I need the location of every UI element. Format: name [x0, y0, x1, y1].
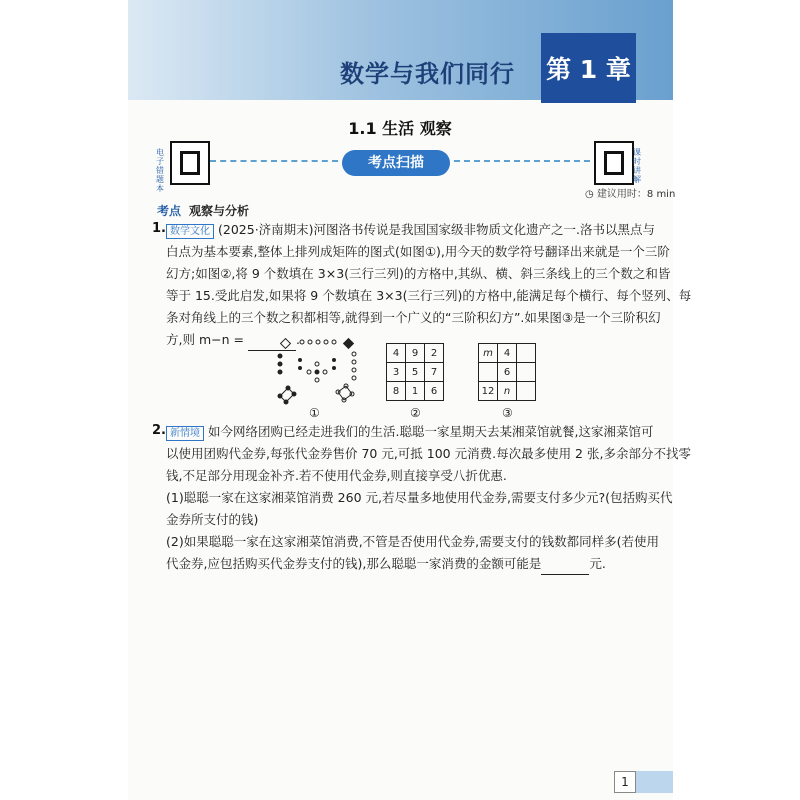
question-1-line: 白点为基本要素,整体上排列成矩阵的图式(如图①),用今天的数学符号翻译出来就是一个三阶 [166, 244, 670, 259]
page-number-bar [636, 771, 673, 793]
question-1-body [166, 219, 692, 351]
right-qr-label: 课时讲解 [633, 148, 641, 184]
grid-cell: 4 [498, 344, 517, 363]
suggested-time: ◷ 建议用时：8 min [585, 189, 676, 200]
grid-cell: 3 [387, 363, 406, 382]
product-magic-square-grid [478, 343, 536, 401]
chapter-number-badge: 第 1 章 [541, 33, 636, 103]
grid-cell [517, 344, 536, 363]
divider-left [210, 160, 338, 162]
grid-cell [517, 363, 536, 382]
grid-cell: 4 [387, 344, 406, 363]
question-1-number: 1. [152, 221, 166, 236]
luoshu-figure [272, 334, 362, 410]
figure-1-label: ① [309, 406, 320, 420]
question-2-body [166, 421, 691, 575]
grid-cell: 5 [406, 363, 425, 382]
divider-right [454, 160, 590, 162]
error-book-qr-icon[interactable] [170, 141, 210, 185]
figure-2-label: ② [410, 406, 421, 420]
answer-blank-2[interactable] [541, 560, 589, 575]
topic-label: 考点 [157, 204, 182, 218]
grid-cell: 1 [406, 382, 425, 401]
section-title: 1.1 生活 观察 [348, 119, 452, 138]
section-tag: 考点扫描 [342, 150, 450, 176]
question-2-line: 代金券,应包括购买代金券支付的钱),那么聪聪一家消费的金额可能是 [166, 556, 542, 571]
question-1-period: . [295, 332, 300, 347]
grid-cell: 7 [425, 363, 444, 382]
grid-cell: 6 [425, 382, 444, 401]
question-1-line: 条对角线上的三个数之积都相等,就得到一个广义的“三阶积幻方”.如果图③是一个三阶积幻 [166, 310, 661, 325]
question-1-line: 方,则 m−n = [166, 332, 244, 347]
question-2-line: 以使用团购代金券,每张代金券售价 70 元,可抵 100 元消费.每次最多使用 2 张,多余部分不找零 [166, 446, 691, 461]
figure-3-label: ③ [502, 406, 513, 420]
grid-cell: 12 [479, 382, 498, 401]
topic-name: 观察与分析 [189, 204, 250, 218]
grid-cell: 2 [425, 344, 444, 363]
grid-cell: 8 [387, 382, 406, 401]
question-2-line: 如今网络团购已经走进我们的生活.聪聪一家星期天去某湘菜馆就餐,这家湘菜馆可 [208, 424, 654, 439]
question-2-line: (1)聪聪一家在这家湘菜馆消费 260 元,若尽量多地使用代金券,需要支付多少元?(包括购买代 [166, 490, 673, 505]
question-2-line: (2)如果聪聪一家在这家湘菜馆消费,不管是否使用代金券,需要支付的钱数都同样多(若使用 [166, 534, 660, 549]
topic-heading [157, 202, 249, 219]
grid-cell: 9 [406, 344, 425, 363]
grid-cell [479, 363, 498, 382]
question-2-unit: 元. [589, 556, 606, 571]
new-context-tag: 新情境 [166, 426, 204, 441]
question-2-number: 2. [152, 423, 166, 438]
grid-cell: n [498, 382, 517, 401]
chapter-title: 数学与我们同行 [340, 60, 515, 88]
culture-tag: 数学文化 [166, 224, 214, 239]
question-2-line: 钱,不足部分用现金补齐.若不使用代金券,则直接享受八折优惠. [166, 468, 507, 483]
lesson-video-qr-icon[interactable] [594, 141, 634, 185]
grid-cell [517, 382, 536, 401]
question-2-line: 金券所支付的钱) [166, 512, 259, 527]
page-number: 1 [614, 771, 636, 793]
magic-square-grid [386, 343, 444, 401]
left-qr-label: 电子错题本 [156, 148, 164, 193]
question-1-line: 等于 15.受此启发,如果将 9 个数填在 3×3(三行三列)的方格中,能满足每个横行、每个竖列、每 [166, 288, 692, 303]
question-1-line: 幻方;如图②,将 9 个数填在 3×3(三行三列)的方格中,其纵、横、斜三条线上的三个数之和皆 [166, 266, 671, 281]
grid-cell: 6 [498, 363, 517, 382]
question-1-line: (2025·济南期末)河图洛书传说是我国国家级非物质文化遗产之一.洛书以黑点与 [218, 222, 656, 237]
grid-cell: m [479, 344, 498, 363]
